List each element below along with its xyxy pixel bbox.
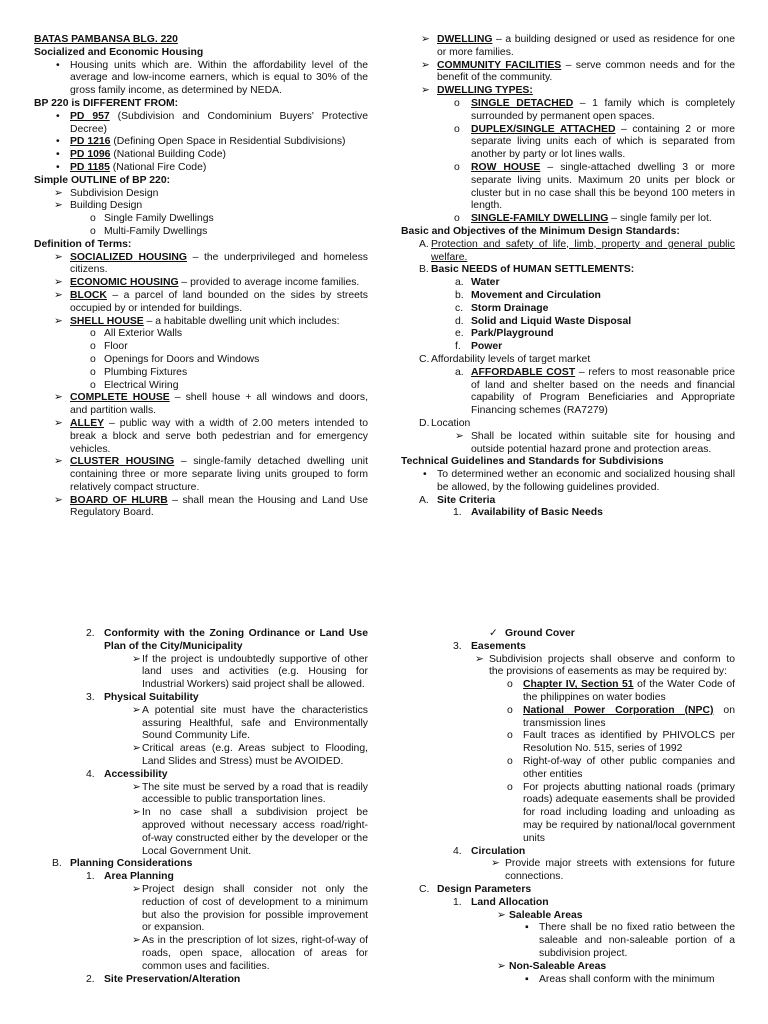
list-item [401,316,735,329]
list-item [34,974,368,987]
line-text: Design Parameters [437,883,532,895]
term-keyword: ECONOMIC HOUSING [70,277,179,289]
column-bottom-right [401,628,735,986]
list-item [401,961,735,974]
list-item [34,935,368,973]
list-item [401,495,735,508]
line-text: As in the prescription of lot sizes, right-of-way of roads, open space, allocation of areas for common uses and facilities. [142,935,368,972]
section-heading [34,239,368,252]
list-marker: o [454,213,460,225]
term-keyword: SOCIALIZED HOUSING [70,251,187,263]
list-item [34,392,368,418]
line-text: – single family per lot. [608,213,712,225]
section-heading [34,98,368,111]
list-marker: ➢ [54,289,63,301]
line-text: – 1 family which is completely surrounded by permanent open spaces. [471,97,735,122]
line-text: Provide major streets with extensions for future connections. [505,858,735,883]
list-marker: a. [455,366,464,378]
list-item [401,341,735,354]
line-text: Basic and Objectives of the Minimum Design Standards: [401,225,680,237]
list-marker: A. [419,238,429,250]
list-item [401,705,735,731]
list-marker: ➢ [54,251,63,263]
list-marker: ➢ [132,883,141,895]
line-text: – single-family detached dwelling unit containing three or more separate living units grouped to form relatively compact structure. [70,456,368,493]
list-item [34,628,368,654]
list-marker: o [90,366,96,378]
list-item [401,679,735,705]
list-item [34,188,368,201]
list-marker: o [90,225,96,237]
line-text: There shall be no fixed ratio between the saleable and non-saleable portion of a subdivision project. [539,922,735,959]
list-marker: ➢ [497,909,506,921]
line-text: Project design shall consider not only the reduction of cost of development to a minimum but also the provision for possible improvement or expansion. [142,883,368,934]
list-item [34,60,368,98]
line-text: Solid and Liquid Waste Disposal [471,315,632,327]
term-keyword: BOARD OF HLURB [70,494,168,506]
line-text: – single-attached dwelling 3 or more separate living units. Maximum 20 units per block or cluster but in no case shall this be beyond 100 meters in length. [471,161,735,212]
list-marker: • [56,161,60,173]
term-keyword: SHELL HOUSE [70,315,144,327]
line-text: Site Preservation/Alteration [104,973,241,985]
list-marker: c. [455,302,464,314]
list-marker: o [90,213,96,225]
list-marker: • [56,149,60,161]
list-item [401,213,735,226]
list-marker: ➢ [132,704,141,716]
list-item [401,910,735,923]
line-text: Definition of Terms: [34,238,132,250]
line-text: Socialized and Economic Housing [34,46,204,58]
list-item [34,316,368,329]
line-text: Site Criteria [437,494,496,506]
line-text: BATAS PAMBANSA BLG. 220 [34,34,178,45]
list-item [401,846,735,859]
line-text: Water [471,277,500,289]
list-marker: b. [455,289,464,301]
list-item [34,884,368,935]
column-top-right [401,34,735,520]
list-marker: ➢ [132,653,141,665]
list-item [401,328,735,341]
line-text: To determined wether an economic and socialized housing shall be allowed, by the following guidelines provided. [437,469,735,493]
line-text: Right-of-way of other public companies and other entities [523,755,735,780]
list-marker: ▪ [525,973,529,985]
line-text: – public way with a width of 2.00 meters intended to break a block and serve both pedestrian and for emergency vehicles. [70,417,368,455]
list-marker: C. [419,353,430,365]
line-text: Shall be located within suitable site for housing and outside potential hazard prone and protection areas. [471,430,735,455]
list-marker: ➢ [54,187,63,199]
list-marker: o [454,123,460,135]
term-keyword: National Power Corporation (NPC) [523,704,714,716]
term-keyword: PD 1096 [70,149,111,161]
list-marker: ➢ [54,456,63,468]
list-marker: B. [419,264,429,276]
list-marker: o [454,97,460,109]
list-item [34,858,368,871]
list-marker: ➢ [497,960,506,972]
line-text: Park/Playground [471,328,554,340]
list-item [34,213,368,226]
list-marker: 1. [453,507,462,519]
term-keyword: COMPLETE HOUSE [70,392,170,404]
line-text: Technical Guidelines and Standards for Subdivisions [401,456,664,468]
list-item [34,111,368,137]
line-text: Affordability levels of target market [431,353,591,365]
line-text: Saleable Areas [509,909,583,921]
line-text: (National Fire Code) [109,161,207,173]
list-marker: C. [419,883,430,895]
term-keyword: ALLEY [70,417,105,429]
line-text: (National Building Code) [110,149,226,161]
list-marker: ➢ [54,392,63,404]
list-item [401,974,735,987]
list-item [34,252,368,278]
line-text: Simple OUTLINE of BP 220: [34,174,171,186]
list-item [401,277,735,290]
list-item [401,85,735,98]
line-text: Circulation [471,845,526,857]
line-text: Building Design [70,200,143,212]
list-item [401,124,735,162]
line-text: – provided to average income families. [178,277,360,289]
list-marker: ✓ [489,628,498,639]
list-item [401,897,735,910]
line-text: Ground Cover [505,628,575,639]
term-keyword: CLUSTER HOUSING [70,456,175,468]
line-text: Areas shall conform with the minimum [539,973,715,985]
list-item [401,431,735,457]
list-item [34,782,368,808]
list-marker: ➢ [421,34,430,45]
term-keyword: DWELLING TYPES: [437,85,533,97]
list-marker: ➢ [421,85,430,97]
term-keyword: COMMUNITY FACILITIES [437,59,562,71]
line-text: Conformity with the Zoning Ordinance or Land Use Plan of the City/Municipality [104,628,368,652]
list-marker: o [454,161,460,173]
line-text: Planning Considerations [70,858,193,870]
line-text: In no case shall a subdivision project be approved without necessary access road/right-of-way constructed either by the developer or the Local Government Unit. [142,807,368,857]
list-item [34,149,368,162]
line-text: on transmission lines [523,704,735,729]
list-item [401,884,735,897]
line-text: – a habitable dwelling unit which includes: [143,315,340,327]
term-keyword: ROW HOUSE [471,161,541,173]
line-text: Power [471,341,503,353]
list-item [401,98,735,124]
list-marker: 4. [86,768,95,780]
list-item [401,264,735,277]
list-item [34,341,368,354]
list-marker: ➢ [132,807,141,819]
section-heading [34,175,368,188]
line-text: Basic NEEDS of HUMAN SETTLEMENTS: [431,264,635,276]
list-item [401,418,735,431]
list-item [401,290,735,303]
list-item [34,495,368,521]
list-item [34,456,368,494]
list-marker: a. [455,277,464,289]
list-marker: f. [455,341,461,353]
list-item [401,654,735,680]
column-top-left [34,34,368,520]
list-marker: o [507,704,513,716]
line-text: Storm Drainage [471,302,549,314]
list-marker: o [507,730,513,742]
list-item [34,277,368,290]
list-item [401,162,735,213]
line-text: – refers to most reasonable price of land and shelter based on the needs and financial capability of Program Beneficiaries and Appropriate Financing schemes (RA7279) [471,366,735,417]
list-item [34,380,368,393]
list-marker: ▪ [525,922,529,934]
list-marker: 4. [453,845,462,857]
list-marker: ➢ [491,858,500,870]
line-text: Housing units which are. Within the affordability level of the average and low-income earners, which is equal to 30% of the gross family income, as determined by NEDA. [70,59,368,97]
list-marker: ➢ [421,59,430,71]
line-text: – the underprivileged and homeless citizens. [70,251,368,276]
line-text: Openings for Doors and Windows [104,353,260,365]
list-marker: 1. [86,871,95,883]
line-text: Location [431,417,471,429]
section-heading [34,34,368,47]
list-item [34,290,368,316]
list-marker: ➢ [475,653,484,665]
line-text: BP 220 is DIFFERENT FROM: [34,97,179,109]
line-text: Availability of Basic Needs [471,507,603,519]
list-marker: A. [419,494,429,506]
list-item [34,769,368,782]
list-marker: o [90,353,96,365]
line-text: – a parcel of land bounded on the sides by streets occupied by or intended for buildings. [70,289,368,314]
list-item [34,743,368,769]
line-text: – serve common needs and for the benefit of the community. [437,59,735,84]
section-heading [34,47,368,60]
list-marker: ➢ [54,494,63,506]
list-item [401,60,735,86]
list-marker: ➢ [455,430,464,442]
list-marker: o [507,781,513,793]
term-keyword: AFFORDABLE COST [471,366,576,378]
line-text: Single Family Dwellings [104,213,214,225]
list-marker: • [423,469,427,481]
line-text: If the project is undoubtedly supportive of other land uses and activities (e.g. Housing for Industrial Workers) said project shall be allowed. [142,653,368,691]
line-text: Non-Saleable Areas [509,960,607,972]
list-item [34,162,368,175]
list-item [34,705,368,743]
list-marker: B. [52,858,62,870]
term-keyword: SINGLE DETACHED [471,97,574,109]
list-marker: 3. [86,691,95,703]
term-keyword: DWELLING [437,34,493,45]
list-item [34,807,368,858]
list-marker: • [56,59,60,71]
list-marker: o [90,379,96,391]
list-item [34,367,368,380]
term-keyword: DUPLEX/SINGLE ATTACHED [471,123,616,135]
list-marker: ➢ [132,781,141,793]
line-text: Accessibility [104,768,168,780]
list-marker: D. [419,417,430,429]
list-item [34,354,368,367]
list-item [401,507,735,520]
line-text: of the Water Code of the philippines on water bodies [523,679,735,703]
list-marker: 1. [453,896,462,908]
list-marker: ➢ [54,277,63,289]
list-item [34,136,368,149]
term-keyword: Chapter IV, Section 51 [523,679,634,691]
line-text: All Exterior Walls [104,328,183,340]
list-item [401,367,735,418]
list-marker: • [56,110,60,122]
list-marker: o [507,755,513,767]
line-text: – shell house + all windows and doors, and partition walls. [70,392,368,417]
column-bottom-left [34,628,368,986]
list-marker: 2. [86,973,95,985]
list-marker: 2. [86,628,95,639]
line-text: Land Allocation [471,896,549,908]
line-text: Subdivision Design [70,187,159,199]
list-item [401,239,735,265]
line-text: Protection and safety of life, limb, property and general public welfare. [431,238,735,263]
list-marker: o [507,679,513,691]
list-item [401,922,735,960]
list-marker: ➢ [132,743,141,755]
list-marker: e. [455,328,464,340]
list-item [34,200,368,213]
list-item [401,469,735,495]
list-marker: d. [455,315,464,327]
list-marker: 3. [453,640,462,652]
list-marker: ➢ [54,200,63,212]
line-text: – a building designed or used as residence for one or more families. [437,34,735,58]
list-item [401,354,735,367]
line-text: A potential site must have the characteristics assuring Healthful, safe and Environmentally Sound Community Life. [142,704,368,742]
line-text: Floor [104,341,128,353]
line-text: Subdivision projects shall observe and conform to the provisions of easements as may be required by: [489,653,735,678]
line-text: (Subdivision and Condominium Buyers' Protective Decree) [70,110,368,135]
term-keyword: BLOCK [70,289,107,301]
line-text: The site must be served by a road that is readily accessible to public transportation lines. [142,781,368,806]
section-heading [401,226,735,239]
section-heading [401,456,735,469]
list-marker: ➢ [54,315,63,327]
list-item [34,871,368,884]
list-marker: • [56,136,60,148]
list-item [34,418,368,456]
line-text: Electrical Wiring [104,379,179,391]
line-text: Area Planning [104,871,174,883]
list-item [34,226,368,239]
line-text: – containing 2 or more separate living units each of which is separated from another by party or lot lines walls. [471,123,735,161]
list-marker: ➢ [54,417,63,429]
list-item [401,34,735,60]
list-item [401,858,735,884]
line-text: Movement and Circulation [471,289,601,301]
list-item [401,628,735,641]
line-text: Plumbing Fixtures [104,366,188,378]
list-item [401,730,735,756]
list-item [34,654,368,692]
list-item [34,692,368,705]
line-text: Fault traces as identified by PHIVOLCS per Resolution No. 515, series of 1992 [523,730,735,755]
term-keyword: PD 1185 [70,161,110,173]
term-keyword: PD 957 [70,110,110,122]
list-marker: ➢ [132,935,141,947]
term-keyword: PD 1216 [70,136,111,148]
line-text: Multi-Family Dwellings [104,225,208,237]
line-text: Critical areas (e.g. Areas subject to Flooding, Land Slides and Stress) must be AVOIDED. [142,743,368,767]
line-text: Easements [471,640,526,652]
line-text: Physical Suitability [104,691,199,703]
line-text: For projects abutting national roads (primary roads) adequate easements shall be provided for road including loading and unloading as may be required by national/local government units [523,781,735,844]
term-keyword: SINGLE-FAMILY DWELLING [471,213,609,225]
list-item [401,641,735,654]
list-item [401,756,735,782]
list-marker: o [90,328,96,340]
list-item [401,303,735,316]
list-item [401,782,735,846]
line-text: – shall mean the Housing and Land Use Regulatory Board. [70,494,368,519]
line-text: (Defining Open Space in Residential Subdivisions) [110,136,346,148]
list-marker: o [90,341,96,353]
list-item [34,328,368,341]
